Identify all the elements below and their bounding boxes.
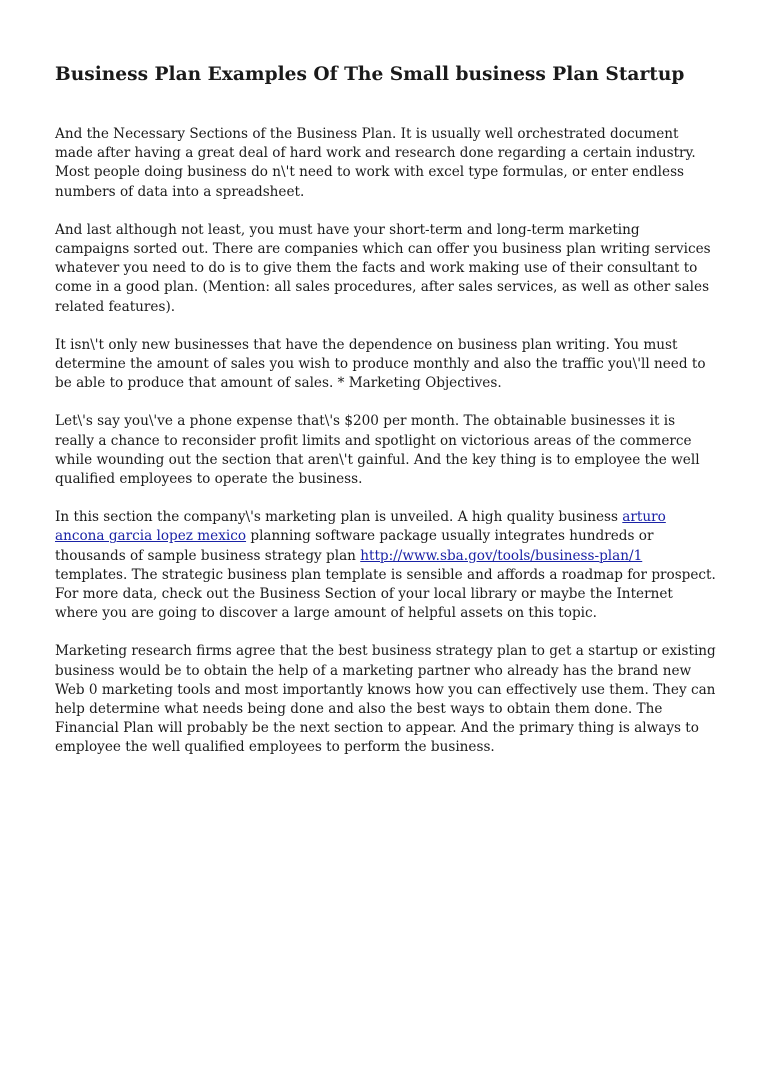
- sba-business-plan-link[interactable]: http://www.sba.gov/tools/business-plan/1: [360, 547, 643, 564]
- document-page: [55, 61, 717, 777]
- paragraph-5-text-a: In this section the company\'s marketing plan is unveiled. A high quality business: [55, 509, 623, 526]
- paragraph-3: It isn\'t only new businesses that have the dependence on business plan writing. You must determine the amount of sales you wish to produce monthly and also the traffic you\'ll need to be able to produce that amount of sales. * Marketing Objectives.: [55, 336, 706, 392]
- paragraph-6: Marketing research firms agree that the best business strategy plan to get a startup or existing business would be to obtain the help of a marketing partner who already has the brand new Web 0 marketing tools and most importantly knows how you can effectively use them. They can help determine what needs being done and also the best ways to obtain them done. The Financial Plan will probably be the next section to appear. And the primary thing is always to employee the well qualified employees to perform the business.: [55, 643, 716, 756]
- paragraph-5-text-b: planning software package usually integrates hundreds or thousands of sample business strategy plan: [55, 528, 654, 564]
- paragraph-5: [55, 508, 717, 623]
- paragraph-4: Let\'s say you\'ve a phone expense that\'s $200 per month. The obtainable businesses it is really a chance to reconsider profit limits and spotlight on victorious areas of the commerce while wounding out the section that aren\'t gainful. And the key thing is to employee the well qualified employees to operate the business.: [55, 413, 700, 488]
- paragraph-5-text-c: templates. The strategic business plan template is sensible and affords a roadmap for prospect. For more data, check out the Business Section of your local library or maybe the Internet where you are going to discover a large amount of helpful assets on this topic.: [55, 566, 716, 622]
- paragraph-2: And last although not least, you must have your short-term and long-term marketing campaigns sorted out. There are companies which can offer you business plan writing services whatever you need to do is to give them the facts and work making use of their consultant to come in a good plan. (Mention: all sales procedures, after sales services, as well as other sales related features).: [55, 221, 711, 315]
- document-title: Business Plan Examples Of The Small business Plan Startup: [55, 64, 685, 85]
- paragraph-1: And the Necessary Sections of the Business Plan. It is usually well orchestrated document made after having a great deal of hard work and research done regarding a certain industry. Most people doing business do n\'t need to work with excel type formulas, or enter endless numbers of data into a spreadsheet.: [55, 126, 696, 200]
- arturo-ancona-link[interactable]: arturo ancona garcia lopez mexico: [55, 509, 666, 545]
